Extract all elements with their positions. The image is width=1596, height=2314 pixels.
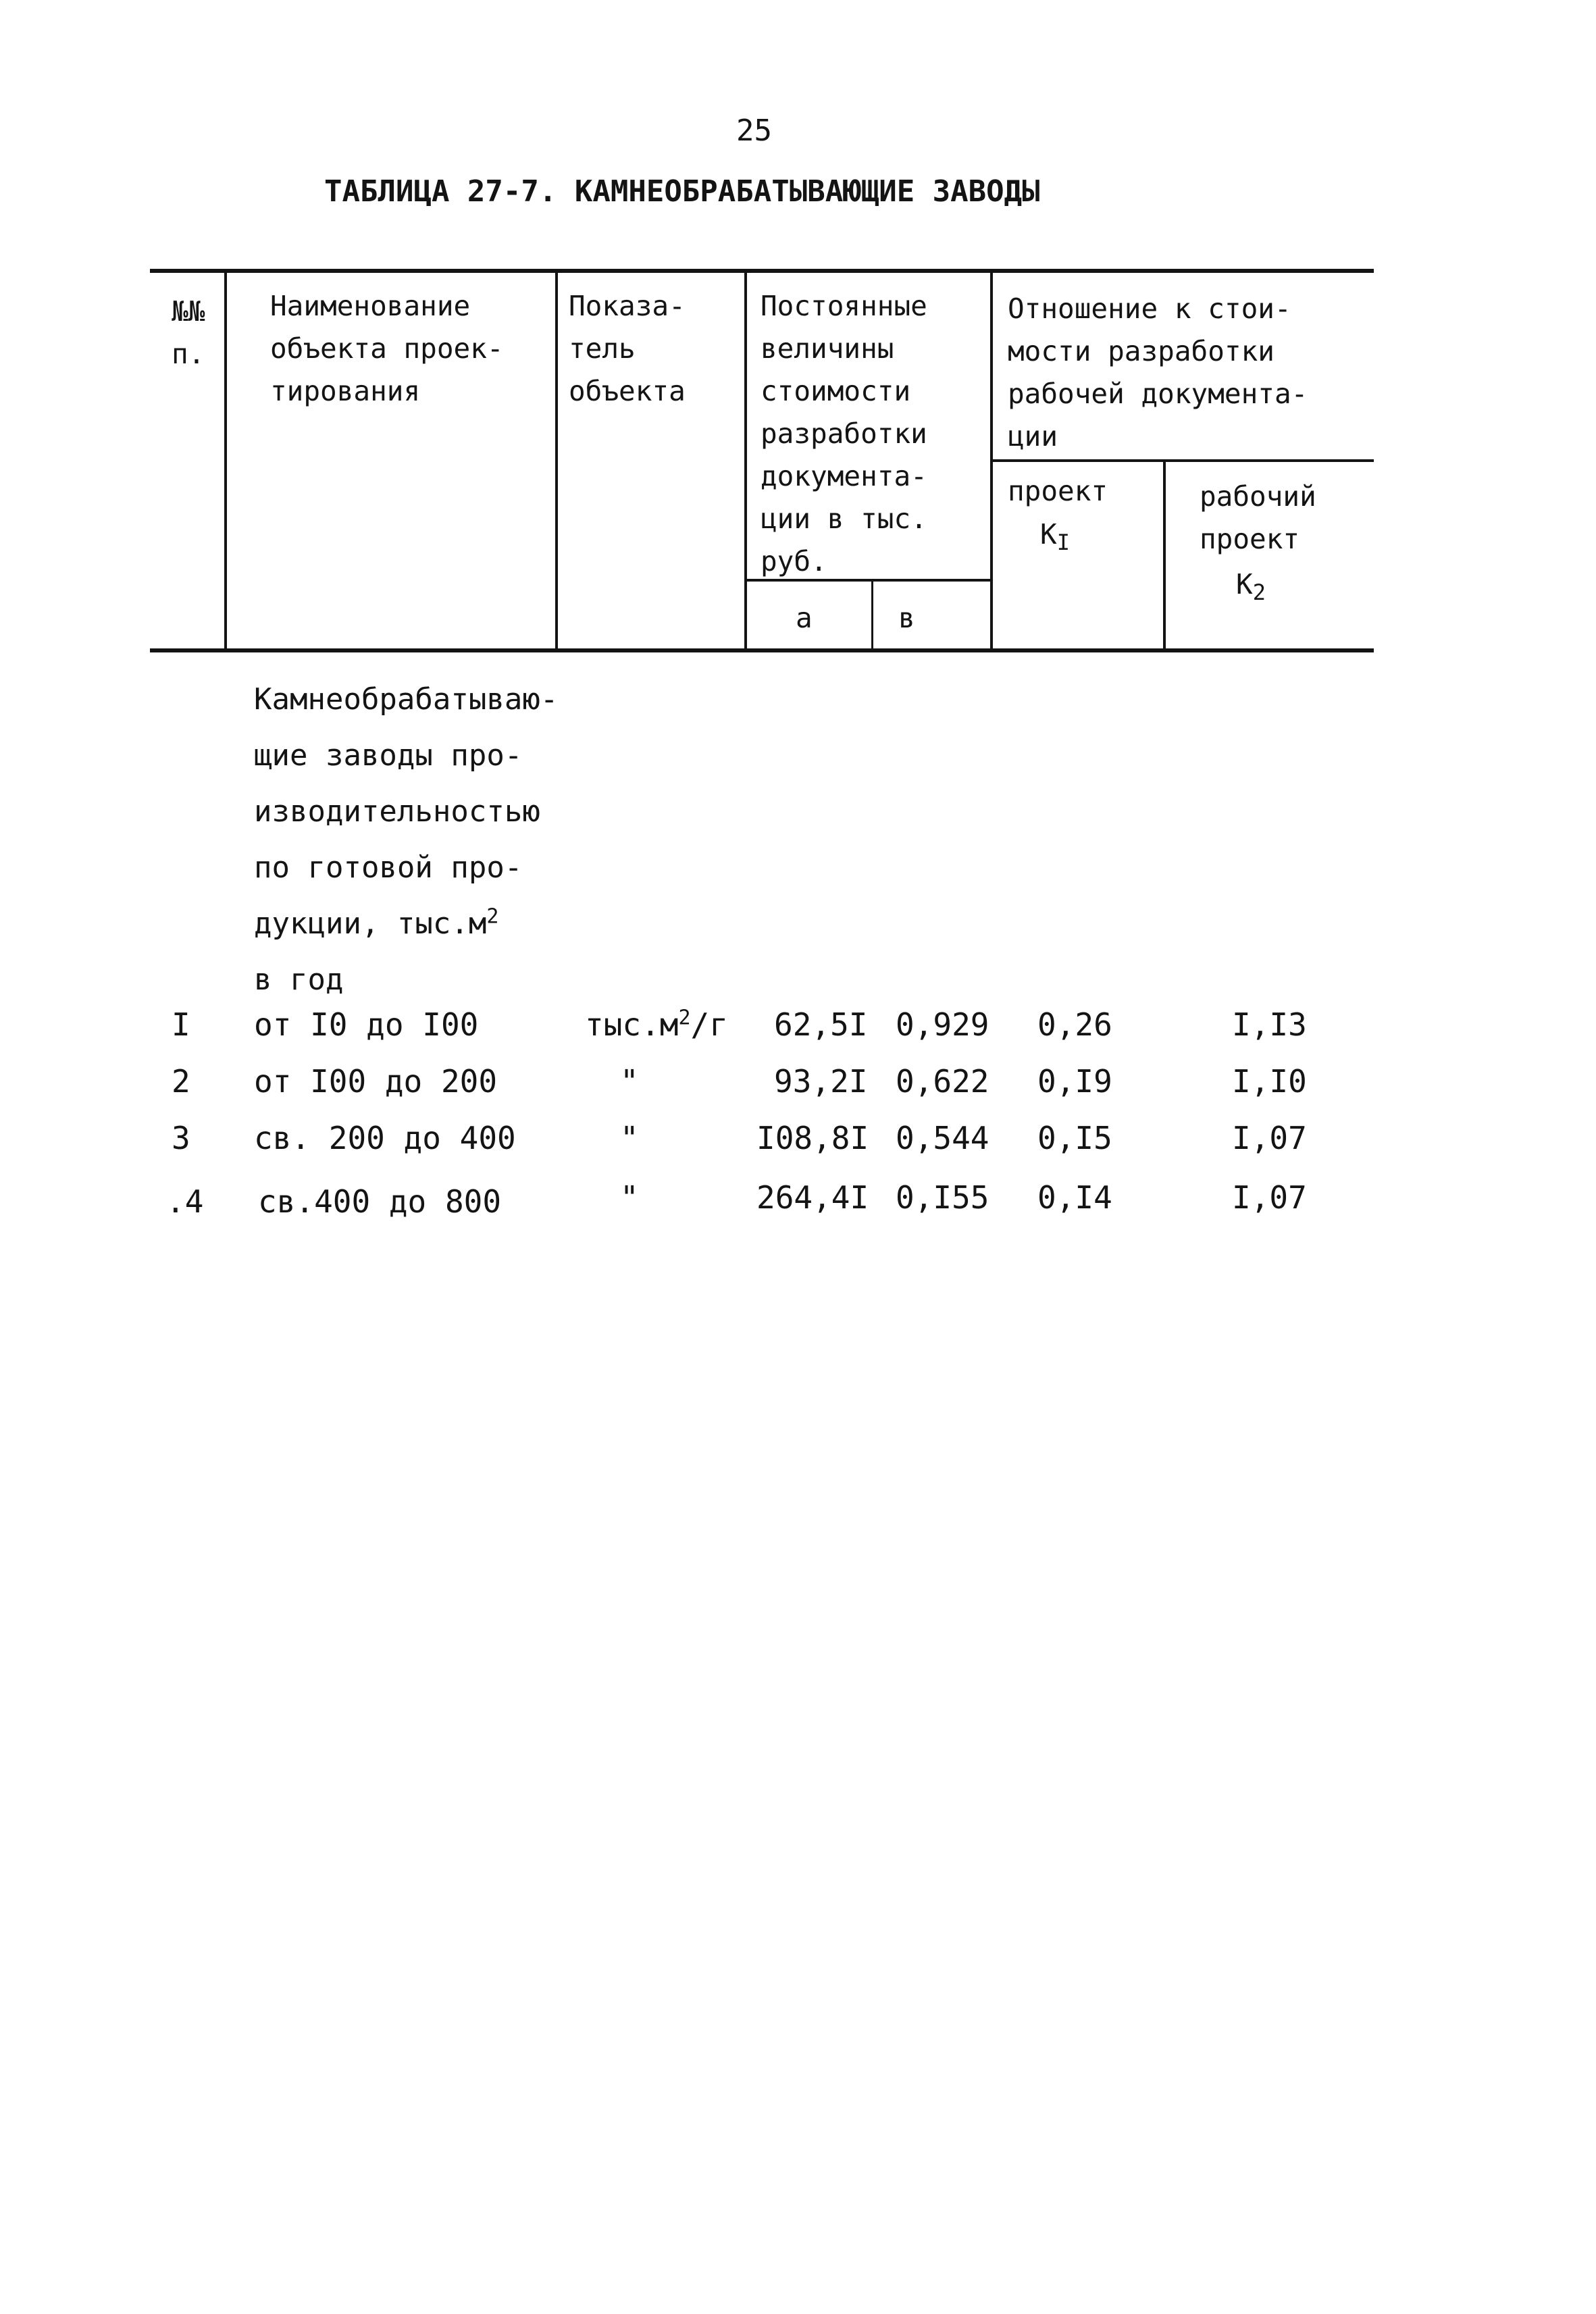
subheader-line-k [992, 459, 1374, 462]
row-name: св. 200 до 400 [254, 1120, 516, 1156]
row-name: св.400 до 800 [258, 1183, 502, 1220]
row-a: 62,5I [774, 1006, 868, 1043]
row-k1: 0,I4 [1037, 1179, 1112, 1216]
col-divider-1 [224, 270, 227, 651]
row-num: I [172, 1006, 190, 1043]
header-k2: $K_2$ [1236, 568, 1266, 606]
col-divider-k [1163, 461, 1166, 651]
row-a: 264,4I [756, 1179, 869, 1216]
header-k1: $K_I$ [1040, 518, 1070, 556]
table-header-bottom-border [150, 648, 1374, 652]
header-working-project: рабочий проект [1200, 480, 1316, 555]
header-ratio: Отношение к стои- мости разработки рабочей документа- ции [1008, 292, 1308, 453]
row-num: 2 [172, 1063, 190, 1100]
row-name: от I00 до 200 [254, 1063, 498, 1100]
header-project: проект [1008, 475, 1108, 507]
row-unit: " [620, 1179, 639, 1216]
group-description: Камнеобрабатываю- щие заводы про- изводительностью по готовой про- дукции, $тыс.м^2$ в год [254, 682, 559, 997]
row-k2: I,I0 [1232, 1063, 1307, 1100]
row-a: 93,2I [774, 1063, 868, 1100]
row-k2: I,07 [1232, 1120, 1307, 1156]
row-unit: " [620, 1120, 639, 1156]
row-k1: 0,26 [1037, 1006, 1112, 1043]
header-name: Наименование объекта проек- тирования [270, 290, 504, 407]
row-num: 3 [172, 1120, 190, 1156]
table-top-border [150, 269, 1374, 273]
row-k2: I,07 [1232, 1179, 1307, 1216]
row-unit: $тыс.м^2/г$ [585, 1006, 728, 1043]
header-num: №№ п. [172, 295, 205, 370]
header-col-a: а [796, 602, 813, 634]
table-title: ТАБЛИЦА 27-7. КАМНЕОБРАБАТЫВАЮЩИЕ ЗАВОДЫ [324, 174, 1040, 209]
row-b: 0,622 [896, 1063, 989, 1100]
row-k1: 0,I9 [1037, 1063, 1112, 1100]
row-name: от I0 до I00 [254, 1006, 479, 1043]
header-col-b: в [898, 602, 915, 634]
row-num: .4 [166, 1183, 204, 1220]
col-divider-3 [744, 270, 747, 651]
row-b: 0,544 [896, 1120, 989, 1156]
row-a: I08,8I [756, 1120, 869, 1156]
row-b: 0,929 [896, 1006, 989, 1043]
row-k2: I,I3 [1232, 1006, 1307, 1043]
row-unit: " [620, 1063, 639, 1100]
row-b: 0,I55 [896, 1179, 989, 1216]
header-constants: Постоянные величины стоимости разработки документа- ции в тыс. руб. [761, 290, 927, 577]
row-k1: 0,I5 [1037, 1120, 1112, 1156]
col-divider-2 [555, 270, 558, 651]
col-divider-ab [871, 581, 873, 651]
header-indicator: Показа- тель объекта [569, 290, 686, 407]
page-number: 25 [736, 113, 772, 148]
